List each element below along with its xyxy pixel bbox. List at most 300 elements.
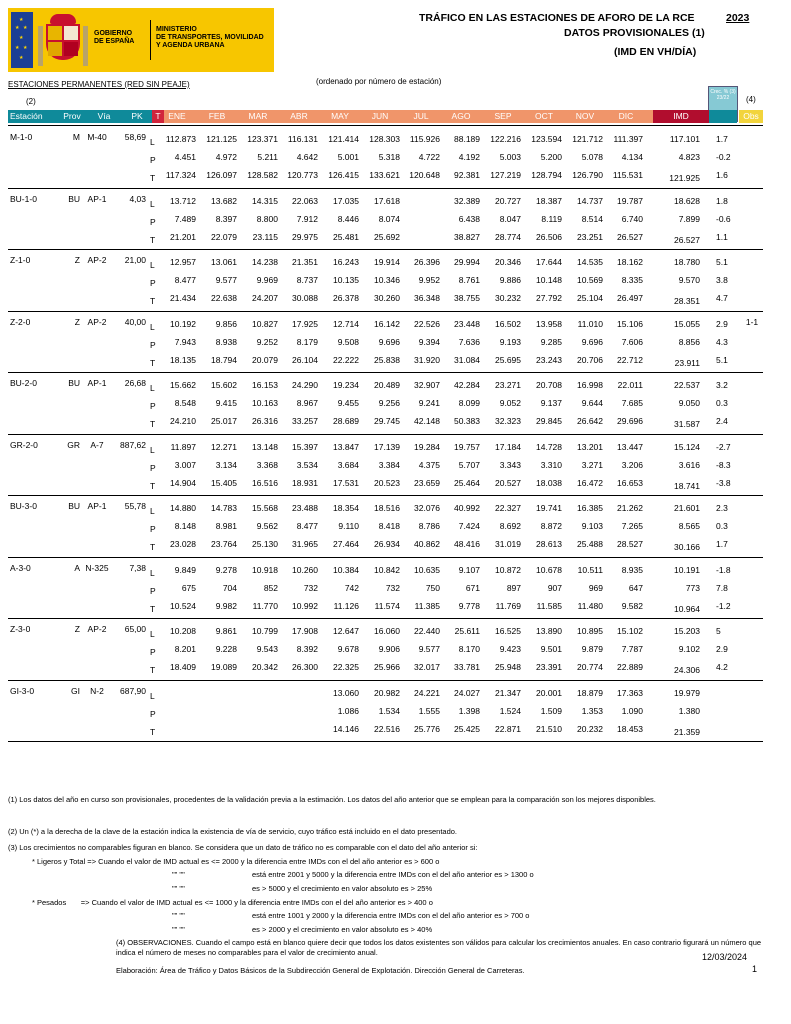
month-value: 8.548 [174,398,196,408]
month-value: 26.527 [617,231,643,242]
month-value: 16.060 [374,626,400,636]
month-value: 10.992 [292,600,318,611]
month-value: 15.568 [252,503,278,513]
month-value: 16.998 [577,380,603,390]
month-value: 25.611 [454,626,480,636]
col-month: FEB [208,111,226,121]
month-value: 4.722 [418,152,440,162]
month-value: 123.594 [531,134,562,144]
station-pk: 55,78 [124,501,146,511]
month-value: 5.078 [581,152,603,162]
note-4-marker: (4) [746,95,756,104]
month-value: 14.737 [577,195,603,206]
month-value: 16.243 [333,257,359,267]
station-via: AP-2 [87,624,107,634]
month-value: 16.502 [495,318,521,329]
station-block [0,251,791,313]
col-month: JUL [413,111,429,121]
station-pk: 65,00 [124,624,146,634]
logo-gobierno-text: GOBIERNO DE ESPAÑA [94,30,135,45]
month-value: 22.526 [414,318,440,329]
month-value: 9.696 [378,336,400,347]
col-month: MAY [331,111,349,121]
col-month: DIC [618,111,634,121]
month-value: 8.514 [581,213,603,224]
month-value: 18.794 [211,354,237,365]
col-estacion: Estación [8,110,58,123]
month-value: 128.794 [531,170,562,180]
month-value: 126.790 [572,170,603,180]
month-value: 19.284 [414,441,440,452]
month-value: 18.354 [333,503,359,513]
month-value: 704 [222,582,237,593]
month-value: 12.957 [170,257,196,267]
crec-value: 4.7 [716,293,728,303]
month-value: 42.148 [414,416,440,426]
row-type: L [150,567,155,578]
footnote-3-ligeros: * Ligeros y Total => Cuando el valor de IMD actual es <= 2000 y la diferencia entre IMDs con el del año anterior es > 600 o [32,857,440,866]
month-value: 32.907 [414,380,440,390]
month-value: 16.153 [252,380,278,390]
month-value: 8.872 [540,521,562,531]
month-value: 23.448 [454,318,480,329]
month-value: 16.385 [577,503,603,513]
month-value: 20.001 [536,687,562,698]
month-value: 29.745 [374,416,400,426]
month-value: 20.708 [536,380,562,390]
month-value: 8.737 [296,275,318,285]
imd-value: 18.628 [674,195,700,206]
month-value: 14.535 [577,257,603,267]
month-value: 122.216 [490,134,521,144]
month-value: 22.325 [333,662,359,672]
col-month: ENE [168,111,186,121]
month-value: 3.368 [256,459,278,470]
month-value: 121.712 [572,134,603,144]
month-value: 4.972 [215,152,237,162]
month-value: 11.480 [577,600,603,611]
row-type: L [150,690,155,701]
month-value: 30.260 [374,293,400,303]
station-block [0,374,791,436]
imd-value: 15.055 [674,318,700,329]
month-value: 19.234 [333,380,359,390]
imd-value: 4.823 [678,152,700,162]
footnote-2: (2) Un (*) a la derecha de la clave de la estación indica la existencia de vía de servicio, cuyo tráfico está incluido en el dato presentado. [8,827,458,836]
month-value: 21.262 [617,503,643,513]
month-value: 8.119 [541,213,562,224]
station-via: AP-2 [87,316,107,327]
month-value: 26.934 [374,539,400,549]
month-value: 9.861 [215,626,237,636]
station-block [0,190,791,252]
month-value: 24.221 [414,687,440,698]
ditto-mark: "" "" [172,884,185,893]
station-pk: 58,69 [124,132,146,142]
imd-value: 9.570 [678,275,700,285]
station-via: M-40 [87,132,107,142]
month-value: 16.472 [577,477,603,488]
month-value: 9.501 [540,644,562,654]
month-value: 9.394 [418,336,440,347]
month-value: 23.028 [170,539,196,549]
imd-value: 7.899 [678,213,700,224]
month-value: 7.787 [621,644,643,654]
month-value: 28.774 [495,231,521,242]
crec-value: -0.2 [716,152,731,162]
ditto-mark: "" "" [172,925,185,934]
month-value: 22.011 [617,380,643,390]
month-value: 10.524 [170,600,196,611]
month-value: 24.027 [454,687,480,698]
month-value: 12.271 [211,441,237,452]
month-value: 21.201 [170,231,196,242]
row-type: L [150,321,155,332]
month-value: 21.351 [292,257,318,267]
station-prov: GR [67,439,80,450]
month-value: 26.104 [292,354,318,365]
imd-value: 9.050 [678,398,700,408]
imd-value: 21.601 [674,503,700,513]
col-month: NOV [575,111,595,121]
row-type: P [150,278,156,288]
month-value: 22.638 [211,293,237,303]
row-type: L [150,506,155,516]
month-value: 20.727 [495,195,521,206]
month-value: 19.914 [374,257,400,267]
month-value: 11.770 [252,600,278,611]
month-value: 18.516 [374,503,400,513]
document-year: 2023 [726,12,750,24]
month-value: 50.383 [454,416,480,426]
row-type: P [150,524,156,534]
month-value: 8.786 [418,521,440,531]
month-value: 18.409 [170,662,196,672]
row-type: T [150,542,156,552]
month-value: 9.778 [458,600,480,611]
month-value: 9.193 [499,336,521,347]
month-value: 10.260 [292,564,318,575]
row-type: P [150,647,156,657]
month-value: 11.585 [536,600,562,611]
month-value: 907 [547,582,562,593]
station-pk: 40,00 [124,316,146,327]
month-value: 29.994 [454,257,480,267]
col-month: MAR [248,111,268,121]
station-id: M-1-0 [10,132,33,142]
month-value: 126.097 [206,170,237,180]
month-value: 8.047 [499,213,521,224]
footnote-3-ligeros-c: es > 5000 y el crecimiento en valor absoluto es > 25% [252,884,433,893]
month-value: 9.455 [337,398,359,408]
month-value: 1.086 [337,705,359,716]
month-value: 28.527 [617,539,643,549]
month-value: 1.524 [499,705,521,716]
crec-value: 3.8 [716,275,728,285]
month-value: 742 [344,582,359,593]
month-value: 15.662 [170,380,196,390]
month-value: 25.130 [252,539,278,549]
station-prov: BU [68,193,80,204]
month-value: 12.714 [333,318,359,329]
month-value: 23.764 [211,539,237,549]
crec-value: 0.3 [716,521,728,531]
station-id: GI-3-0 [10,685,35,696]
month-value: 23.271 [495,380,521,390]
month-value: 25.692 [374,231,400,242]
month-value: 22.063 [292,195,318,206]
month-value: 15.102 [617,626,643,636]
month-value: 5.318 [378,152,400,162]
month-value: 40.862 [414,539,440,549]
month-value: 24.210 [170,416,196,426]
month-value: 112.873 [165,134,196,144]
month-value: 25.425 [454,723,480,734]
month-value: 17.139 [374,441,400,452]
month-value: 1.509 [540,705,562,716]
month-value: 3.134 [215,459,237,470]
month-value: 8.477 [296,521,318,531]
month-value: 17.925 [292,318,318,329]
imd-value: 22.537 [674,380,700,390]
month-value: 1.090 [621,705,643,716]
month-value: 120.773 [287,170,318,180]
station-via: A-7 [90,439,104,450]
month-value: 3.384 [378,459,400,470]
month-value: 21.347 [495,687,521,698]
month-value: 127.219 [490,170,521,180]
month-value: 5.211 [257,152,278,162]
crec-value: 1.6 [716,170,728,180]
imd-value: 10.964 [674,603,700,614]
crec-value: -1.2 [716,600,731,611]
month-value: 14.880 [170,503,196,513]
month-value: 8.392 [296,644,318,654]
month-value: 969 [588,582,603,593]
month-value: 128.582 [247,170,278,180]
month-value: 33.257 [292,416,318,426]
month-value: 14.146 [333,723,359,734]
month-value: 671 [465,582,480,593]
imd-value: 1.380 [678,705,700,716]
crec-value: -2.7 [716,441,731,452]
month-value: 111.397 [613,134,643,144]
row-type: P [150,401,156,411]
month-value: 9.969 [256,275,278,285]
month-value: 20.232 [577,723,603,734]
station-obs: 1-1 [745,316,759,327]
crec-value: -3.8 [716,477,731,488]
row-type: L [150,383,155,393]
month-value: 10.148 [536,275,562,285]
section-title: ESTACIONES PERMANENTES (RED SIN PEAJE) [8,80,190,89]
imd-value: 30.166 [674,542,700,552]
month-value: 1.534 [378,705,400,716]
station-id: Z-3-0 [10,624,31,634]
month-value: 32.076 [414,503,440,513]
month-value: 31.019 [495,539,521,549]
month-value: 32.323 [495,416,521,426]
month-value: 15.405 [211,477,237,488]
month-value: 32.389 [454,195,480,206]
station-prov: BU [68,378,80,388]
month-value: 9.278 [215,564,237,575]
crec-value: -0.6 [716,213,731,224]
row-type: P [150,585,156,596]
month-value: 8.800 [256,213,278,224]
row-type: P [150,708,156,719]
month-value: 26.497 [617,293,643,303]
month-value: 20.774 [577,662,603,672]
month-value: 5.707 [458,459,480,470]
month-value: 25.017 [211,416,237,426]
station-id: GR-2-0 [10,439,38,450]
crec-value: -8.3 [716,459,731,470]
government-logo [8,8,274,72]
imd-value: 19.979 [674,687,700,698]
month-value: 4.451 [174,152,196,162]
month-value: 18.162 [617,257,643,267]
month-value: 732 [385,582,400,593]
station-block [0,682,791,744]
col-imd: IMD [653,110,709,123]
month-value: 4.375 [418,459,440,470]
crec-value: 3.2 [716,380,728,390]
month-value: 18.038 [536,477,562,488]
station-prov: M [72,132,80,142]
month-value: 8.397 [215,213,237,224]
imd-value: 3.616 [678,459,700,470]
month-value: 9.678 [337,644,359,654]
month-value: 28.613 [536,539,562,549]
footnote-3-pesados: * Pesados => Cuando el valor de IMD actual es <= 1000 y la diferencia entre IMDs con el del año anterior es > 400 o [32,898,433,907]
month-value: 11.897 [170,441,196,452]
month-value: 48.416 [454,539,480,549]
month-value: 732 [303,582,318,593]
footnote-3-ligeros-b: está entre 2001 y 5000 y la diferencia entre IMDs con el del año anterior es > 1300 o [252,870,534,879]
month-value: 11.769 [495,600,521,611]
month-value: 10.827 [252,318,278,329]
month-value: 25.838 [374,354,400,365]
month-value: 5.001 [337,152,359,162]
station-id: Z-2-0 [10,316,31,327]
month-value: 115.926 [409,134,440,144]
imd-value: 121.925 [669,173,700,183]
station-pk: 26,68 [124,378,146,388]
coat-of-arms-icon [38,14,88,66]
month-value: 12.647 [333,626,359,636]
month-value: 9.982 [215,600,237,611]
month-value: 9.886 [499,275,521,285]
row-type: T [150,603,156,614]
imd-value: 26.527 [674,234,700,245]
station-pk: 7,38 [129,562,146,573]
footnote-4: (4) OBSERVACIONES. Cuando el campo está en blanco quiere decir que todos los datos existentes son válidos para calcular los crecimientos anuales. En caso contrario figurará un número que indica el número de meses no comparables para el valor de crecimiento anual. [116,938,762,957]
month-value: 24.290 [292,380,318,390]
elaboracion-credit: Elaboración: Área de Tráfico y Datos Básicos de la Subdirección General de Explotación. Dirección General de Carreteras. [116,966,525,975]
month-value: 11.126 [333,600,359,611]
station-prov: BU [68,501,80,511]
crec-value: 7.8 [716,582,728,593]
row-type: T [150,234,156,245]
month-value: 27.464 [333,539,359,549]
station-prov: A [74,562,80,573]
crec-value: 5 [716,626,721,636]
month-value: 10.872 [495,564,521,575]
month-value: 38.827 [454,231,480,242]
month-value: 23.251 [577,231,603,242]
month-value: 10.842 [374,564,400,575]
imd-value: 24.306 [674,665,700,675]
month-value: 26.378 [333,293,359,303]
imd-value: 28.351 [674,296,700,306]
month-value: 13.447 [617,441,643,452]
col-month: JUN [371,111,389,121]
month-value: 26.396 [414,257,440,267]
month-value: 18.453 [617,723,643,734]
station-via: AP-1 [87,378,107,388]
row-type: P [150,462,156,473]
station-pk: 4,03 [129,193,146,204]
crec-value: 5.1 [716,354,728,365]
month-value: 7.424 [458,521,480,531]
month-value: 28.689 [333,416,359,426]
month-value: 897 [506,582,521,593]
month-value: 31.965 [292,539,318,549]
month-value: 20.079 [252,354,278,365]
station-pk: 687,90 [120,685,146,696]
month-value: 31.084 [454,354,480,365]
month-value: 8.099 [458,398,480,408]
month-value: 750 [425,582,440,593]
month-value: 8.170 [458,644,480,654]
month-value: 7.265 [621,521,643,531]
month-value: 13.148 [252,441,278,452]
month-value: 1.398 [458,705,480,716]
month-value: 29.975 [292,231,318,242]
month-value: 9.562 [256,521,278,531]
month-value: 17.618 [374,195,400,206]
crec-value: 1.7 [716,134,728,144]
station-prov: Z [74,624,80,634]
month-value: 9.508 [337,336,359,347]
row-type: P [150,216,156,227]
month-value: 10.569 [577,275,603,285]
month-value: 7.685 [621,398,643,408]
month-value: 8.446 [337,213,359,224]
document-title: TRÁFICO EN LAS ESTACIONES DE AFORO DE LA RCE [419,12,695,24]
month-value: 30.232 [495,293,521,303]
month-value: 40.992 [454,503,480,513]
station-block [0,497,791,559]
col-obs: Obs [739,110,763,123]
month-value: 9.415 [215,398,237,408]
logo-ministerio-text: MINISTERIO DE TRANSPORTES, MOVILIDAD Y AGENDA URBANA [156,26,264,49]
month-value: 8.967 [296,398,318,408]
month-value: 42.284 [454,380,480,390]
month-value: 26.506 [536,231,562,242]
month-value: 16.525 [495,626,521,636]
month-value: 117.324 [165,170,196,180]
row-type: T [150,726,156,737]
row-type: T [150,296,156,306]
station-block [0,559,791,621]
month-value: 3.343 [499,459,521,470]
month-value: 3.206 [621,459,643,470]
month-value: 22.712 [617,354,643,365]
month-value: 8.148 [174,521,196,531]
month-value: 10.918 [252,564,278,575]
